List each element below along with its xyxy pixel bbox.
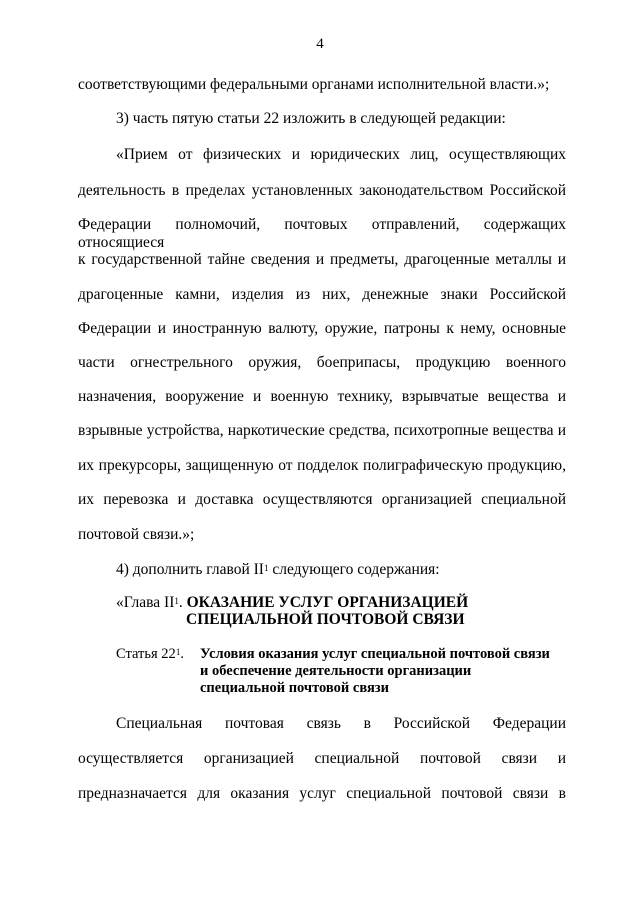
text-line: их прекурсоры, защищенную от подделок полиграфическую продукцию, (78, 457, 566, 474)
superscript: 1 (175, 647, 181, 657)
text-line: «Прием от физических и юридических лиц, осуществляющих (116, 146, 566, 163)
chapter-heading (116, 594, 468, 612)
page-number: 4 (316, 36, 324, 52)
text-line: назначения, вооружение и военную технику, взрывчатые вещества и (78, 388, 566, 405)
article-title: Условия оказания услуг специальной почтовой связи (200, 646, 550, 662)
text-span: следующего содержания: (268, 561, 440, 578)
article-label (116, 645, 184, 663)
superscript: 1 (263, 563, 269, 573)
text-line: драгоценные камни, изделия из них, денежные знаки Российской (78, 286, 566, 303)
text-line: к государственной тайне сведения и предметы, драгоценные металлы и (78, 251, 566, 268)
text-line: 3) часть пятую статьи 22 изложить в следующей редакции: (116, 110, 506, 127)
text-line: Федерации и иностранную валюту, оружие, патроны к нему, основные (78, 320, 566, 337)
text-line: осуществляется организацией специальной почтовой связи и (78, 750, 566, 767)
text-line (116, 561, 566, 579)
text-line: взрывные устройства, наркотические средства, психотропные вещества и (78, 422, 566, 439)
text-line: Специальная почтовая связь в Российской Федерации (116, 715, 566, 732)
chapter-prefix: «Глава II (116, 594, 175, 611)
text-line: части огнестрельного оружия, боеприпасы, продукцию военного (78, 354, 566, 371)
text-line: их перевозка и доставка осуществляются организацией специальной (78, 491, 566, 508)
superscript: 1 (174, 596, 179, 606)
article-title: и обеспечение деятельности организации (200, 663, 472, 679)
text-line: соответствующими федеральными органами исполнительной власти.»; (78, 76, 550, 93)
article-title: специальной почтовой связи (200, 680, 389, 696)
article-dot: . (180, 646, 184, 662)
text-span: 4) дополнить главой II (116, 561, 264, 578)
chapter-dot: . (178, 594, 183, 611)
text-line: деятельность в пределах установленных законодательством Российской (78, 182, 566, 199)
chapter-title: ОКАЗАНИЕ УСЛУГ ОРГАНИЗАЦИЕЙ (186, 594, 469, 611)
text-line: Федерации полномочий, почтовых отправлений, содержащих относящиеся (78, 216, 566, 251)
text-line: предназначается для оказания услуг специальной почтовой связи в (78, 785, 566, 802)
chapter-title: СПЕЦИАЛЬНОЙ ПОЧТОВОЙ СВЯЗИ (186, 611, 465, 628)
text-line: почтовой связи.»; (78, 526, 195, 543)
article-label-text: Статья 22 (116, 646, 176, 662)
